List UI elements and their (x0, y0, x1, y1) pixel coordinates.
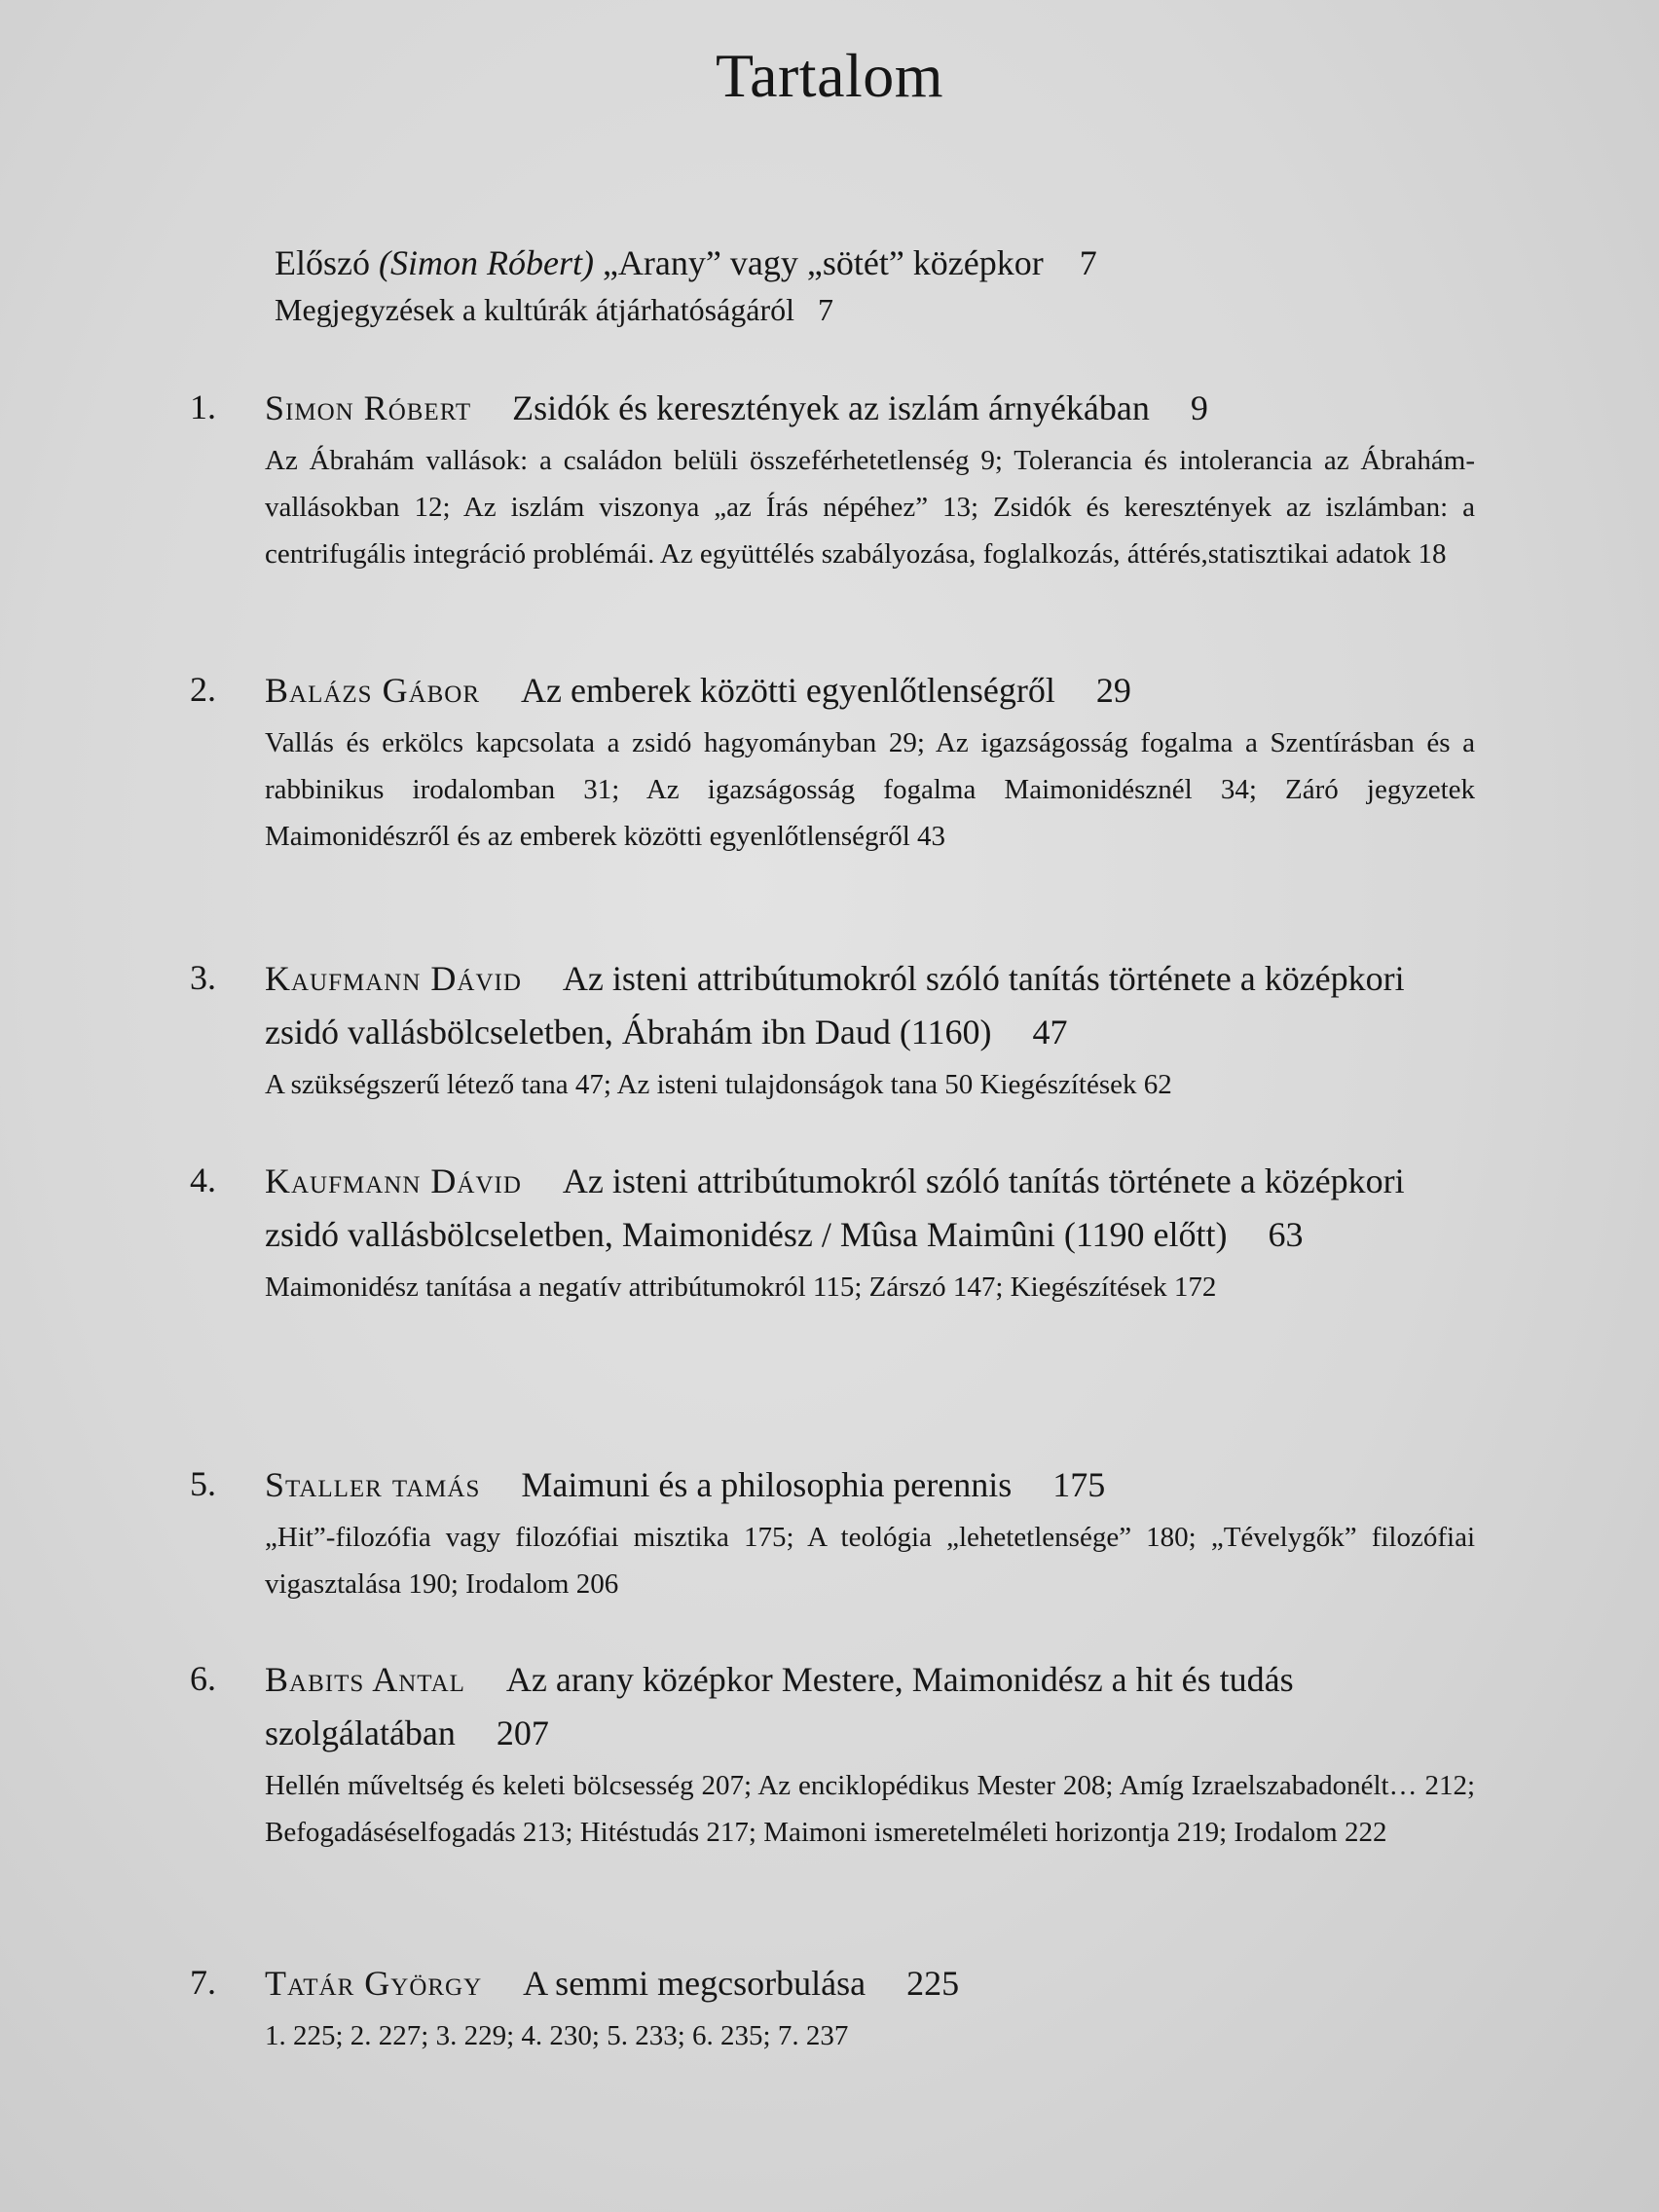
entry-number: 3. (190, 958, 216, 997)
entry-title: Zsidók és keresztények az iszlám árnyékában (512, 388, 1150, 427)
entry-title: Az arany középkor Mestere, Maimonidész a hit és tudás szolgálatában (265, 1660, 1294, 1752)
entry-page: 29 (1095, 671, 1131, 710)
entry-heading (265, 1458, 1475, 1512)
entry-heading (265, 382, 1475, 435)
entry-number: 2. (190, 670, 216, 709)
entry-subsections: A szükségszerű létező tana 47; Az isteni tulajdonságok tana 50 Kiegészítések 62 (265, 1069, 1172, 1100)
preface-entry (275, 240, 1540, 333)
entry-heading (265, 952, 1475, 1059)
entry-heading (265, 664, 1475, 718)
entry-body (265, 664, 1475, 860)
entry-subsections: Hellén műveltség és keleti bölcsesség 207; Az enciklopédikus Mester 208; Amíg Izraelszabadonélt… 212; Befogadáséselfogadás 213; Hitéstudás 217; Maimoni ismeretelméleti horizontja 219; Irodalom 222 (265, 1770, 1475, 1848)
preface-author: (Simon Róbert) (378, 243, 594, 282)
entry-subsections: „Hit”-filozófia vagy filozófiai misztika 175; A teológia „lehetetlensége” 180; „Tévelygők” filozófiai vigasztalása 190; Irodalom 206 (265, 1522, 1475, 1600)
preface-subtitle: Megjegyzések a kultúrák átjárhatóságáról (275, 292, 794, 327)
entry-body (265, 1957, 1475, 2059)
preface-heading-line (275, 240, 1540, 286)
entry-body (265, 1653, 1475, 1856)
entry-number: 4. (190, 1161, 216, 1199)
entry-number: 1. (190, 387, 216, 426)
entry-title: A semmi megcsorbulása (523, 1964, 866, 2003)
preface-subtitle-page: 7 (818, 292, 833, 327)
entry-page: 207 (496, 1714, 549, 1752)
entry-subsections: Vallás és erkölcs kapcsolata a zsidó hagyományban 29; Az igazságosság fogalma a Szentírásban és a rabbinikus irodalomban 31; Az igazságosság fogalma Maimonidésznél 34; Záró jegyzetek Maimonidészről és az emberek közötti egyenlőtlenségről 43 (265, 727, 1475, 852)
entry-page: 225 (906, 1964, 960, 2003)
entry-page: 47 (1032, 1013, 1068, 1051)
entry-author: Staller tamás (265, 1465, 481, 1504)
entry-page: 63 (1268, 1215, 1304, 1254)
entry-author: Kaufmann Dávid (265, 1161, 522, 1200)
entry-heading (265, 1957, 1475, 2010)
entry-heading (265, 1155, 1475, 1262)
entry-author: Simon Róbert (265, 388, 472, 427)
entry-author: Babits Antal (265, 1660, 465, 1699)
entry-body (265, 1458, 1475, 1607)
entry-subsections: Az Ábrahám vallások: a családon belüli összeférhetetlenség 9; Tolerancia és intolerancia az Ábrahám-vallásokban 12; Az iszlám viszonya „az Írás népéhez” 13; Zsidók és keresztények az iszlámban: a centrifugális integráció problémái. Az együttélés szabályozása, foglalkozás, áttérés,statisztikai adatok 18 (265, 445, 1475, 570)
entry-body (265, 952, 1475, 1108)
preface-heading: „Arany” vagy „sötét” középkor (602, 243, 1044, 282)
entry-heading (265, 1653, 1475, 1760)
entry-author: Balázs Gábor (265, 671, 481, 710)
entry-page: 9 (1190, 388, 1208, 427)
preface-subtitle-line (275, 286, 1540, 333)
entry-page: 175 (1052, 1465, 1106, 1504)
preface-page: 7 (1079, 243, 1097, 282)
entry-body (265, 1155, 1475, 1310)
entry-number: 5. (190, 1464, 216, 1503)
entry-subsections: 1. 225; 2. 227; 3. 229; 4. 230; 5. 233; 6. 235; 7. 237 (265, 2020, 849, 2051)
entry-subsections: Maimonidész tanítása a negatív attribútumokról 115; Zárszó 147; Kiegészítések 172 (265, 1272, 1217, 1303)
entry-body (265, 382, 1475, 577)
entry-title: Az isteni attribútumokról szóló tanítás története a középkori zsidó vallásbölcseletben, Maimonidész / Mûsa Maimûni (1190 előtt) (265, 1161, 1405, 1254)
entry-number: 7. (190, 1963, 216, 2002)
page-title: Tartalom (715, 41, 944, 110)
entry-author: Tatár György (265, 1964, 483, 2003)
preface-label: Előszó (275, 243, 370, 282)
entry-title: Az isteni attribútumokról szóló tanítás története a középkori zsidó vallásbölcseletben, Ábrahám ibn Daud (1160) (265, 959, 1405, 1051)
entry-author: Kaufmann Dávid (265, 959, 522, 998)
entry-title: Az emberek közötti egyenlőtlenségről (521, 671, 1055, 710)
entry-number: 6. (190, 1659, 216, 1698)
entry-title: Maimuni és a philosophia perennis (521, 1465, 1013, 1504)
